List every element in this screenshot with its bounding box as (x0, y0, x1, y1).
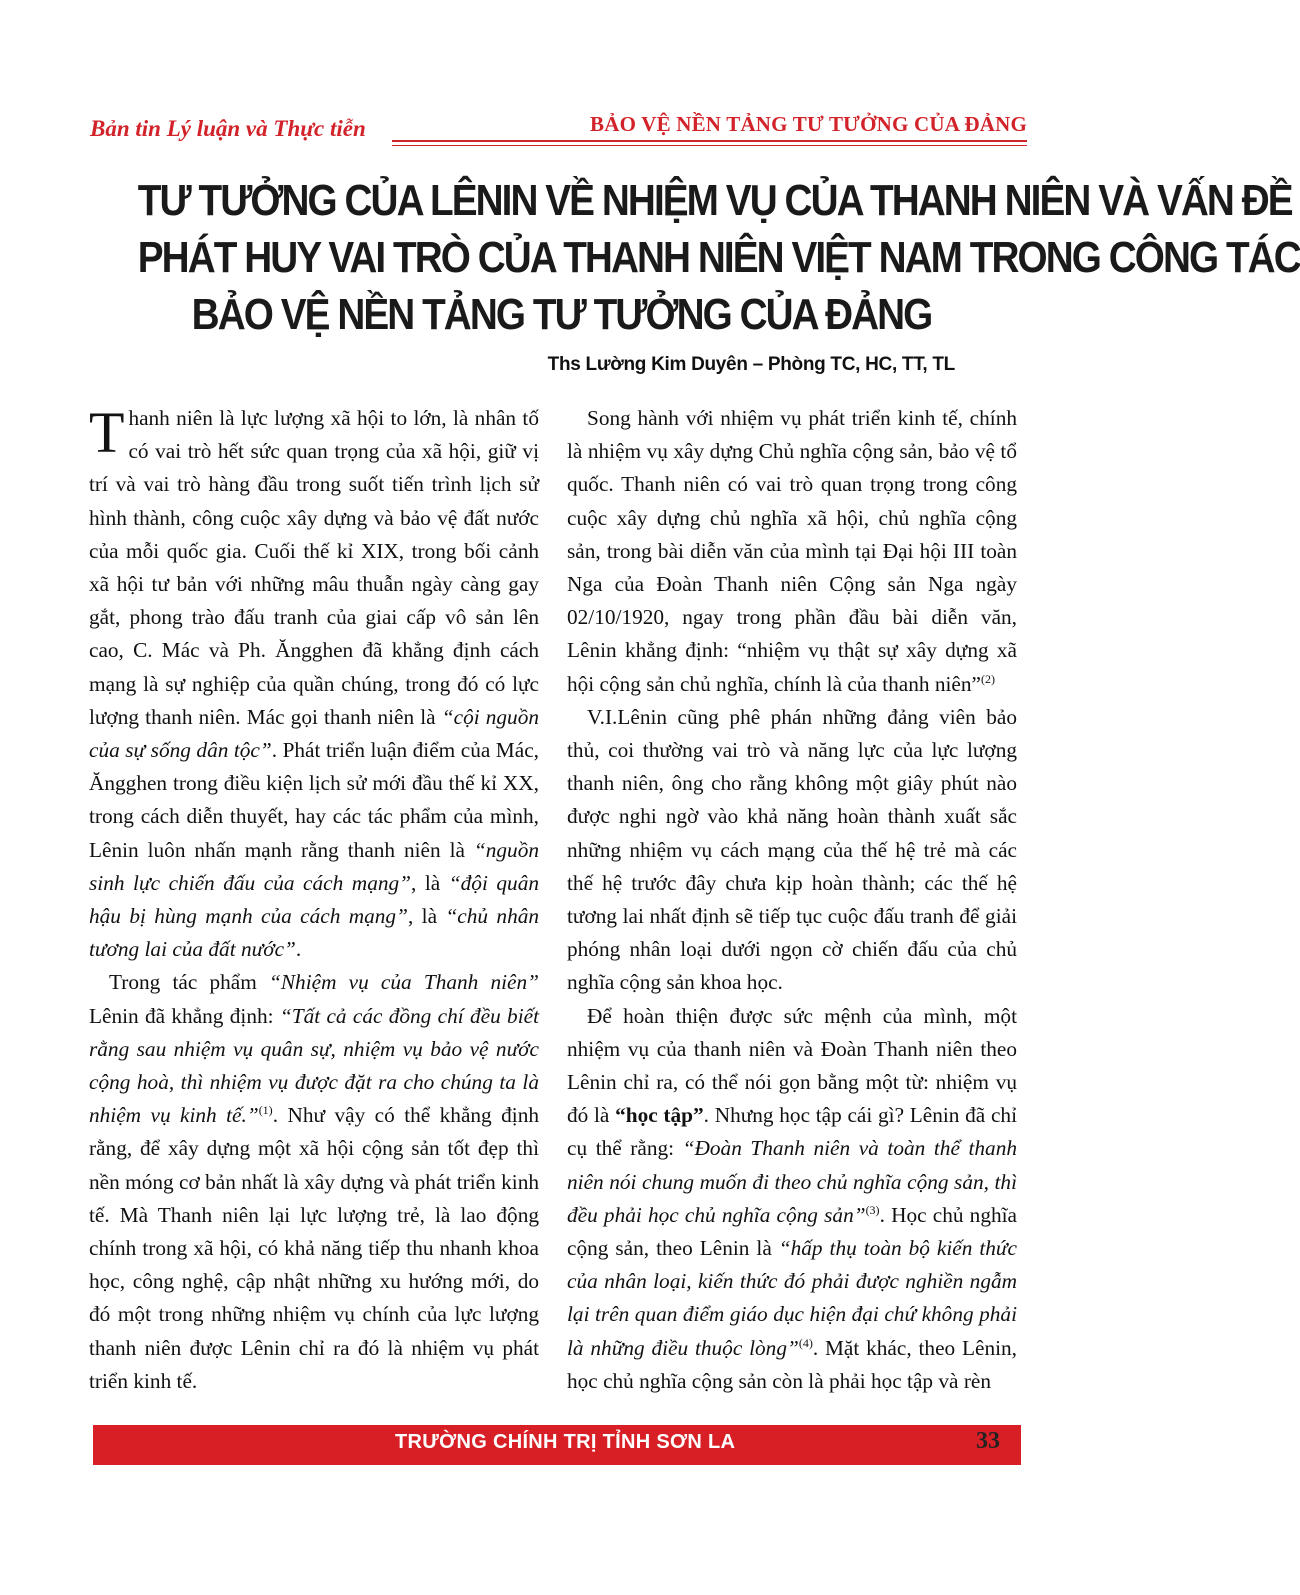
title-line-3: BẢO VỆ NỀN TẢNG TƯ TƯỞNG CỦA ĐẢNG (191, 290, 932, 339)
paragraph: Trong tác phẩm “Nhiệm vụ của Thanh niên” Lênin đã khẳng định: “Tất cả các đồng chí đều biết rằng sau nhiệm vụ quân sự, nhiệm vụ bảo vệ nước cộng hoà, thì nhiệm vụ được đặt ra cho chúng ta là nhiệm vụ kinh tế.”$^{(1)}$. Như vậy có thể khẳng định rằng, để xây dựng một xã hội cộng sản tốt đẹp thì nền móng cơ bản nhất là xây dựng và phát triển kinh tế. Mà Thanh niên lại lực lượng trẻ, là lao động chính trong xã hội, có khả năng tiếp thu nhanh khoa học, công nghệ, cập nhật những xu hướng mới, do đó một trong những nhiệm vụ chính của lực lượng thanh niên được Lênin chỉ ra đó là nhiệm vụ phát triển kinh tế. (89, 970, 540, 1393)
footnote-ref: (4) (798, 1335, 813, 1350)
title-line-2: PHÁT HUY VAI TRÒ CỦA THANH NIÊN VIỆT NAM TRONG CÔNG TÁC (137, 233, 1300, 282)
paragraph: Thanh niên là lực lượng xã hội to lớn, là nhân tố có vai trò hết sức quan trọng của xã hội, giữ vị trí và vai trò hàng đầu trong suốt tiến trình lịch sử hình thành, công cuộc xây dựng và bảo vệ đất nước của mỗi quốc gia. Cuối thế kỉ XIX, trong bối cảnh xã hội tư bản với những mâu thuẫn ngày càng gay gắt, phong trào đấu tranh của giai cấp vô sản lên cao, C. Mác và Ph. Ăngghen đã khẳng định cách mạng là sự nghiệp của quần chúng, trong đó có lực lượng thanh niên. Mác gọi thanh niên là “cội nguồn của sự sống dân tộc”. Phát triển luận điểm của Mác, Ăngghen trong điều kiện lịch sử mới đầu thế kỉ XX, trong cách diễn thuyết, hay các tác phẩm của mình, Lênin luôn nhấn mạnh rằng thanh niên là “nguồn sinh lực chiến đấu của cách mạng”, là “đội quân hậu bị hùng mạnh của cách mạng”, là “chủ nhân tương lai của đất nước”. (89, 400, 540, 962)
right-column (567, 402, 1017, 1398)
article-title (137, 172, 1300, 343)
footnote-ref: (1) (258, 1103, 273, 1118)
footnote-ref: (3) (865, 1202, 880, 1217)
header-rule (392, 140, 1027, 142)
section-title: BẢO VỆ NỀN TẢNG TƯ TƯỞNG CỦA ĐẢNG (590, 112, 1027, 136)
author-byline: Ths Lường Kim Duyên – Phòng TC, HC, TT, TL (547, 354, 955, 375)
paragraph: Song hành với nhiệm vụ phát triển kinh tế, chính là nhiệm vụ xây dựng Chủ nghĩa cộng sản, bảo vệ tổ quốc. Thanh niên có vai trò quan trọng trong công cuộc xây dựng chủ nghĩa xã hội, chủ nghĩa cộng sản, trong bài diễn văn của mình tại Đại hội III toàn Nga của Đoàn Thanh niên Cộng sản Nga ngày 02/10/1920, ngay trong phần đầu bài diễn văn, Lênin khẳng định: “nhiệm vụ thật sự xây dựng xã hội cộng sản chủ nghĩa, chính là của thanh niên”$^{(2)}$ (567, 406, 1017, 696)
header-rule-thin (392, 145, 1027, 146)
title-line-1: TƯ TƯỞNG CỦA LÊNIN VỀ NHIỆM VỤ CỦA THANH NIÊN VÀ VẤN ĐỀ (137, 176, 1292, 225)
footnote-ref: (2) (980, 671, 995, 686)
drop-cap: T (89, 400, 125, 465)
paragraph: V.I.Lênin cũng phê phán những đảng viên bảo thủ, coi thường vai trò và năng lực của lực lượng thanh niên, ông cho rằng không một giây phút nào được nghi ngờ vào khả năng hoàn thành xuất sắc những nhiệm vụ cách mạng của thế hệ trẻ mà các thế hệ trước đây chưa kịp hoàn thành; các thế hệ tương lai nhất định sẽ tiếp tục cuộc đấu tranh để giải phóng nhân loại dưới ngọn cờ chiến đấu của chủ nghĩa cộng sản khoa học. (567, 704, 1017, 995)
footer-institution: TRƯỜNG CHÍNH TRỊ TỈNH SƠN LA (395, 1431, 736, 1453)
left-column (89, 402, 539, 1398)
page-number: 33 (976, 1428, 1000, 1454)
paragraph: Để hoàn thiện được sức mệnh của mình, một nhiệm vụ của thanh niên và Đoàn Thanh niên theo Lênin chỉ ra, có thể nói gọn bằng một từ: nhiệm vụ đó là “học tập”. Nhưng học tập cái gì? Lênin đã chỉ cụ thể rằng: “Đoàn Thanh niên và toàn thể thanh niên nói chung muốn đi theo chủ nghĩa cộng sản, thì đều phải học chủ nghĩa cộng sản”$^{(3)}$. Học chủ nghĩa cộng sản, theo Lênin là “hấp thụ toàn bộ kiến thức của nhân loại, kiến thức đó phải được nghiền ngẫm lại trên quan điểm giáo dục hiện đại chứ không phải là những điều thuộc lòng”$^{(4)}$. Mặt khác, theo Lênin, học chủ nghĩa cộng sản còn là phải học tập và rèn (567, 1003, 1018, 1393)
publication-name: Bản tin Lý luận và Thực tiễn (90, 116, 366, 141)
